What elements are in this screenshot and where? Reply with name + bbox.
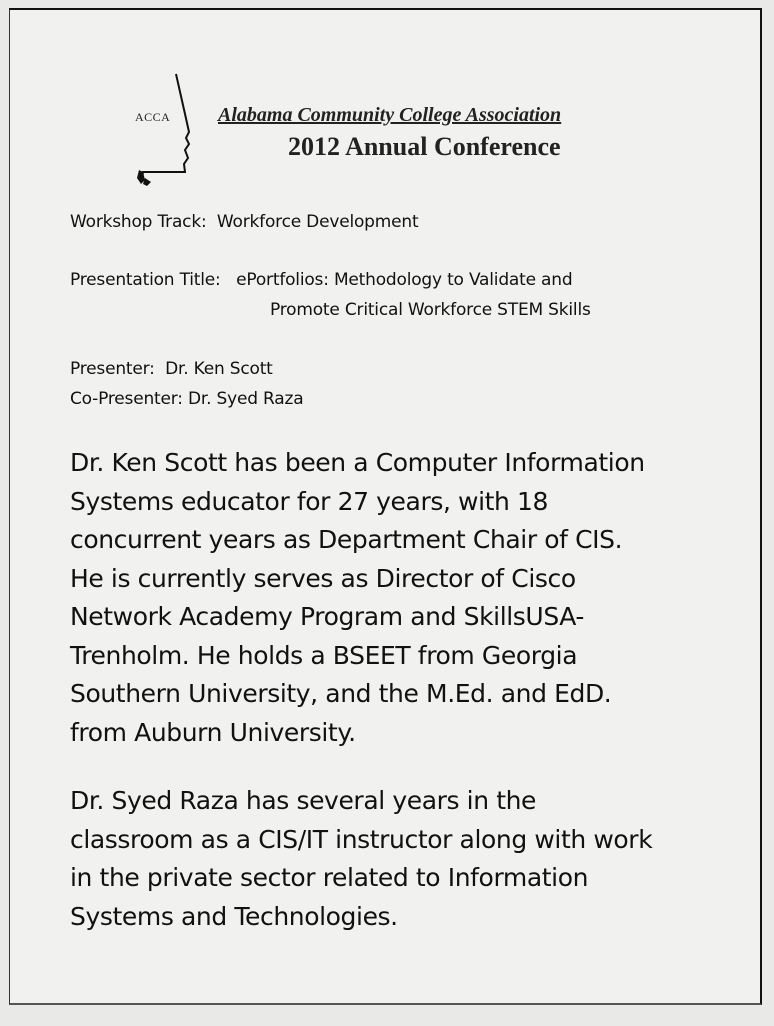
bio-line: from Auburn University. [70, 717, 356, 747]
bio-line: in the private sector related to Information [70, 863, 589, 892]
alabama-map-logo-icon [123, 72, 193, 192]
workshop-track [70, 212, 418, 232]
bio-line: Dr. Syed Raza has several years in the [70, 786, 537, 815]
co-presenter-label: Co-Presenter: [70, 389, 183, 409]
logo-text: ACCA [135, 110, 171, 124]
bio-line: Trenholm. He holds a BSEET from Georgia [70, 640, 578, 670]
track-value: Workforce Development [216, 212, 419, 232]
bio-line: Systems and Technologies. [70, 901, 398, 931]
bio-line: classroom as a CIS/IT instructor along with work [70, 824, 653, 854]
bio-line: Southern University, and the M.Ed. and EdD. [70, 679, 612, 708]
bio-line: He is currently serves as Director of Cisco [70, 563, 576, 593]
bio-line: Dr. Ken Scott has been a Computer Information [70, 448, 645, 477]
bio-line: concurrent years as Department Chair of CIS. [70, 525, 623, 554]
organization-name: Alabama Community College Association [218, 104, 562, 126]
bio-syed-raza [70, 782, 730, 936]
co-presenter-name: Dr. Syed Raza [188, 389, 304, 409]
track-label: Workshop Track: [70, 212, 207, 232]
bio-line: Systems educator for 27 years, with 18 [70, 486, 549, 516]
bio-ken-scott [70, 444, 730, 752]
title-line-1: ePortfolios: Methodology to Validate and [236, 270, 573, 290]
title-line-2: Promote Critical Workforce STEM Skills [270, 300, 591, 320]
presenter-label: Presenter: [70, 359, 155, 379]
co-presenter [70, 389, 303, 409]
title-label: Presentation Title: [70, 270, 221, 290]
conference-title: 2012 Annual Conference [288, 132, 561, 161]
presenter [70, 359, 273, 379]
presenter-name: Dr. Ken Scott [165, 359, 273, 379]
bio-line: Network Academy Program and SkillsUSA- [70, 602, 585, 631]
presentation-title [70, 270, 572, 290]
